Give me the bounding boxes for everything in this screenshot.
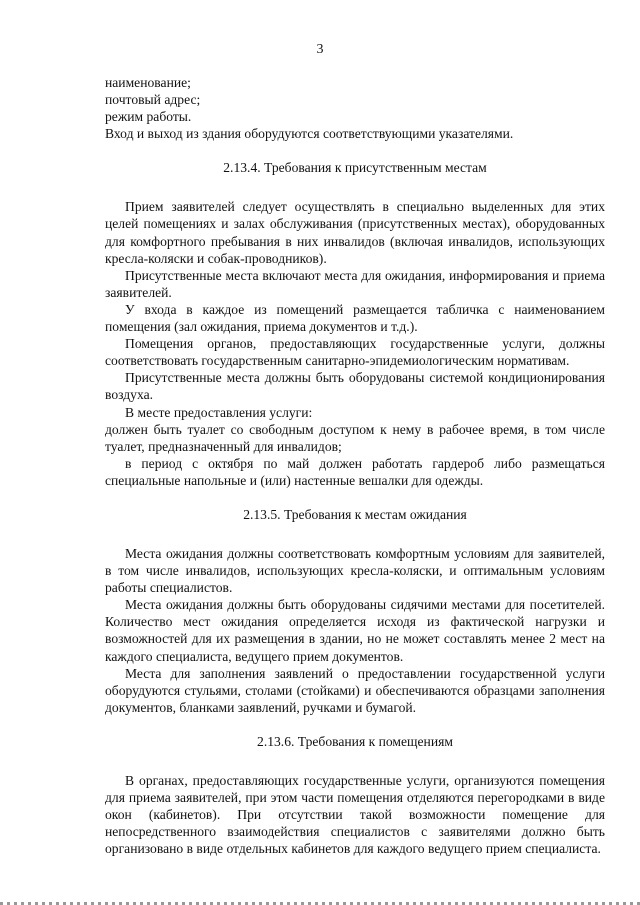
section-2-13-4-paragraph: Помещения органов, предоставляющих государственные услуги, должны соответствовать государственным санитарно-эпидемиологическим нормативам. xyxy=(105,336,605,369)
section-2-13-5-paragraph: Места ожидания должны быть оборудованы сидячими местами для посетителей. Количество мест ожидания определяется исходя из фактической нагрузки и возможностей для их размещения в здании, но не может составлять менее 2 мест на каждого специалиста, ведущего прием документов. xyxy=(105,597,605,664)
section-2-13-4-paragraph: Прием заявителей следует осуществлять в специально выделенных для этих целей помещениях и залах обслуживания (присутственных местах), оборудованных для комфортного пребывания в них инвалидов (включая инвалидов, использующих кресла-коляски и собак-проводников). xyxy=(105,199,605,266)
section-2-13-4-paragraph: В месте предоставления услуги: xyxy=(125,404,313,420)
document-body xyxy=(105,74,605,857)
section-2-13-4-list-item: должен быть туалет со свободным доступом к нему в рабочее время, в том числе туалет, предназначенный для инвалидов; xyxy=(105,421,605,454)
page-number: 3 xyxy=(316,42,324,57)
section-heading-2-13-5: 2.13.5. Требования к местам ожидания xyxy=(243,506,467,522)
section-2-13-5-paragraph: Места для заполнения заявлений о предоставлении государственной услуги оборудуются стульями, столами (стойками) и обеспечиваются образцами заполнения документов, бланками заявлений, ручками и бумагой. xyxy=(105,665,605,715)
section-2-13-4-list-item: в период с октября по май должен работать гардероб либо размещаться специальные напольные и (или) настенные вешалки для одежды. xyxy=(105,455,605,488)
section-2-13-4-paragraph: У входа в каждое из помещений размещается табличка с наименованием помещения (зал ожидания, приема документов и т.д.). xyxy=(105,301,605,335)
section-heading-2-13-4: 2.13.4. Требования к присутственным местам xyxy=(223,160,487,176)
intro-list-item: режим работы. xyxy=(105,109,192,125)
intro-list-item: почтовый адрес; xyxy=(105,92,201,108)
intro-sentence: Вход и выход из здания оборудуются соответствующими указателями. xyxy=(105,126,514,142)
section-2-13-4-paragraph: Присутственные места включают места для ожидания, информирования и приема заявителей. xyxy=(105,267,605,300)
section-2-13-4-paragraph: Присутственные места должны быть оборудованы системой кондиционирования воздуха. xyxy=(105,370,605,403)
section-2-13-6-paragraph: В органах, предоставляющих государственные услуги, организуются помещения для приема заявителей, при этом части помещения отделяются перегородками в виде окон (кабинетов). При отсутствии такой возможности помещение для непосредственного взаимодействия специалистов с заявителями должно быть организовано в виде отдельных кабинетов для каждого ведущего прием специалиста. xyxy=(105,772,605,857)
section-2-13-5-paragraph: Места ожидания должны соответствовать комфортным условиям для заявителей, в том числе инвалидов, использующих кресла-коляски, и оптимальным условиям работы специалистов. xyxy=(105,545,605,596)
intro-list-item: наименование; xyxy=(105,75,191,90)
section-heading-2-13-6: 2.13.6. Требования к помещениям xyxy=(257,733,453,749)
